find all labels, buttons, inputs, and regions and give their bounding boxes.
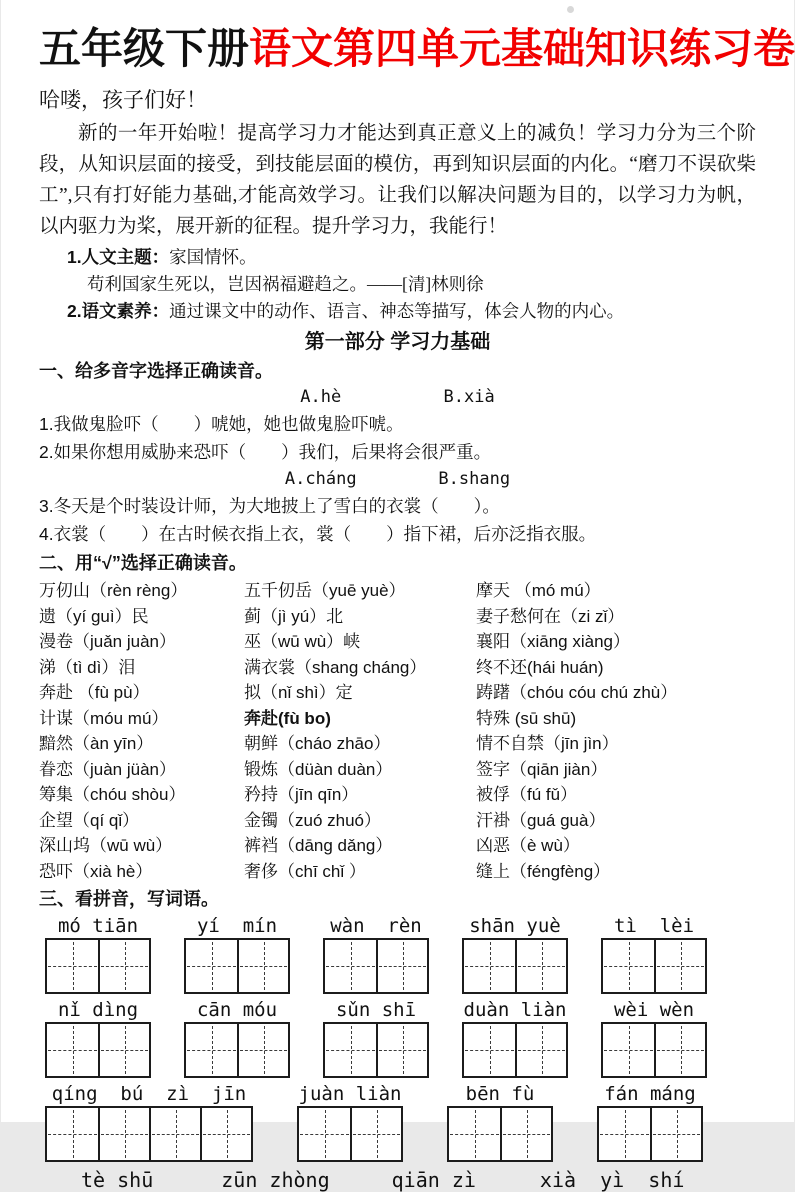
- word-item: 深山坞（wū wù）: [39, 836, 173, 855]
- writing-grid-cell: [603, 1024, 654, 1076]
- scan-artifact: [567, 6, 574, 13]
- word-row: [39, 578, 756, 604]
- writing-grid: [323, 938, 429, 994]
- word-row: [39, 731, 756, 757]
- word-row: [39, 859, 756, 885]
- word-item: 筹集（chóu shòu）: [39, 785, 186, 804]
- word-item: 遗（yí guì）民: [39, 606, 149, 626]
- section-two-title: 二、用“√”选择正确读音。: [39, 553, 247, 573]
- word-item: 金镯（zuó zhuó）: [244, 810, 381, 830]
- word-row: [39, 833, 756, 859]
- writing-grid-cell: [47, 940, 98, 992]
- pinyin-label: cān móu: [196, 999, 278, 1021]
- title-grade-part: 五年级下册: [39, 25, 250, 72]
- writing-grid-cell: [98, 1108, 149, 1160]
- writing-grid-cell: [603, 940, 654, 992]
- pinyin-label: qíng bú zì jīn: [51, 1083, 247, 1105]
- greeting-line: 哈喽，孩子们好！: [39, 88, 207, 112]
- pinyin-grid-unit: [597, 1082, 703, 1162]
- word-item: 踌躇（chóu cóu chú zhù）: [476, 683, 678, 702]
- writing-grid-cell: [98, 940, 149, 992]
- options-line-chang-shang: A.cháng B.shang: [284, 469, 511, 489]
- pinyin-label: juàn liàn: [298, 1083, 402, 1105]
- humanities-theme-text: 家国情怀。: [169, 247, 257, 267]
- word-row: [39, 757, 756, 783]
- writing-grid: [323, 1022, 429, 1078]
- word-item: 奔赴(fù bo): [244, 708, 331, 728]
- question-3: 3.冬天是个时装设计师，为大地披上了雪白的衣裳（ ）。: [39, 496, 500, 516]
- writing-grid: [184, 1022, 290, 1078]
- pinyin-label: mó tiān: [57, 915, 139, 937]
- writing-grid-cell: [325, 940, 376, 992]
- options-line-he-xia: A.hè B.xià: [300, 387, 495, 407]
- writing-grid-cell: [654, 940, 705, 992]
- word-item: 矜持（jīn qīn）: [244, 785, 359, 804]
- word-item: 缝上（féngfèng）: [476, 861, 611, 881]
- pinyin-label: wàn rèn: [330, 915, 422, 937]
- word-item: 情不自禁（jīn jìn）: [476, 734, 619, 753]
- pinyin-grid-unit: [462, 914, 568, 994]
- pinyin-grid-unit: [601, 998, 707, 1078]
- writing-grid: [462, 1022, 568, 1078]
- question-1: 1.我做鬼脸吓（ ）唬她，她也做鬼脸吓唬。: [39, 414, 404, 434]
- word-item: 蓟（jì yú）北: [244, 606, 344, 626]
- writing-grid: [45, 1106, 253, 1162]
- pinyin-grid-rows: [39, 914, 756, 1162]
- pinyin-row: [45, 914, 756, 994]
- pinyin-label: sǔn shī: [335, 999, 417, 1021]
- writing-grid: [462, 938, 568, 994]
- pinyin-grid-unit: [323, 998, 429, 1078]
- pinyin-label: zūn zhòng: [221, 1168, 330, 1192]
- writing-grid-cell: [350, 1108, 401, 1160]
- word-item: 涕（tì dì）泪: [39, 657, 136, 677]
- word-row: [39, 680, 756, 706]
- writing-grid-cell: [449, 1108, 500, 1160]
- word-item: 锻炼（düàn duàn）: [244, 759, 393, 779]
- writing-grid-cell: [515, 940, 566, 992]
- writing-grid-cell: [200, 1108, 251, 1160]
- pinyin-grid-unit: [462, 998, 568, 1078]
- word-row: [39, 782, 756, 808]
- word-row: [39, 604, 756, 630]
- writing-grid-cell: [464, 1024, 515, 1076]
- word-item: 恐吓（xià hè）: [39, 861, 153, 881]
- writing-grid: [297, 1106, 403, 1162]
- writing-grid-cell: [149, 1108, 200, 1160]
- pinyin-label: qiān zì: [391, 1168, 476, 1192]
- pinyin-grid-unit: [184, 998, 290, 1078]
- writing-grid-cell: [500, 1108, 551, 1160]
- writing-grid-cell: [47, 1024, 98, 1076]
- word-item: 凶恶（è wù）: [476, 836, 580, 855]
- word-item: 签字（qiān jiàn）: [476, 759, 608, 779]
- literacy-label: 2.语文素养：: [67, 301, 170, 321]
- pinyin-grid-unit: [45, 1082, 253, 1162]
- word-item: 裤裆（dāng dǎng）: [244, 836, 393, 855]
- pinyin-grid-unit: [323, 914, 429, 994]
- pinyin-label: yí mín: [196, 915, 278, 937]
- question-4: 4.衣裳（ ）在古时候衣指上衣，裳（ ）指下裙，后亦泛指衣服。: [39, 524, 597, 544]
- writing-grid-cell: [47, 1108, 98, 1160]
- writing-grid-cell: [186, 1024, 237, 1076]
- writing-grid-cell: [654, 1024, 705, 1076]
- writing-grid-cell: [464, 940, 515, 992]
- section-one-title: 一、给多音字选择正确读音。: [39, 361, 273, 381]
- writing-grid-cell: [376, 940, 427, 992]
- pinyin-grid-unit: [447, 1082, 553, 1162]
- pinyin-label: duàn liàn: [463, 999, 567, 1021]
- word-item: 企望（qí qǐ）: [39, 810, 140, 830]
- word-item: 朝鲜（cháo zhāo）: [244, 734, 391, 753]
- word-item: 特殊 (sū shū): [476, 708, 577, 728]
- writing-grid: [447, 1106, 553, 1162]
- pinyin-row: [45, 1082, 756, 1162]
- word-item: 黯然（àn yīn）: [39, 734, 154, 753]
- pinyin-label: shān yuè: [469, 915, 561, 937]
- pinyin-label: nǐ dìng: [57, 999, 139, 1021]
- humanities-theme-line: [39, 244, 756, 270]
- writing-grid: [601, 938, 707, 994]
- writing-grid-cell: [325, 1024, 376, 1076]
- writing-grid-cell: [237, 1024, 288, 1076]
- question-2: 2.如果你想用威胁来恐吓（ ）我们，后果将会很严重。: [39, 442, 492, 462]
- page-title: [39, 22, 795, 76]
- word-row: [39, 706, 756, 732]
- word-item: 巫（wū wù）峡: [244, 632, 361, 651]
- bottom-pinyin-labels: [81, 1168, 756, 1192]
- pinyin-grid-unit: [45, 998, 151, 1078]
- word-item: 万仞山（rèn rèng）: [39, 581, 188, 600]
- writing-grid-cell: [650, 1108, 701, 1160]
- word-row: [39, 629, 756, 655]
- worksheet-page: [1, 0, 795, 1192]
- literacy-text: 通过课文中的动作、语言、神态等描写，体会人物的内心。: [169, 301, 625, 321]
- writing-grid-cell: [376, 1024, 427, 1076]
- word-list: [39, 578, 756, 884]
- title-subject-part: 语文第四单元基础知识练习卷: [249, 25, 795, 72]
- word-item: 妻子愁何在（zi zǐ）: [476, 606, 625, 626]
- word-item: 眷恋（juàn jüàn）: [39, 759, 177, 779]
- pinyin-label: wèi wèn: [613, 999, 695, 1021]
- word-item: 终不还(hái huán): [476, 657, 604, 677]
- pinyin-label: xià yì shí: [539, 1168, 685, 1192]
- pinyin-label: tì lèi: [613, 915, 695, 937]
- writing-grid: [597, 1106, 703, 1162]
- word-item: 拟（nǐ shì）定: [244, 683, 353, 702]
- word-row: [39, 655, 756, 681]
- writing-grid-cell: [599, 1108, 650, 1160]
- word-row: [39, 808, 756, 834]
- pinyin-row: [45, 998, 756, 1078]
- word-item: 奢侈（chī chǐ ）: [244, 861, 366, 881]
- humanities-theme-label: 1.人文主题：: [67, 247, 170, 267]
- writing-grid: [45, 1022, 151, 1078]
- intro-paragraph: 新的一年开始啦！提高学习力才能达到真正意义上的减负！学习力分为三个阶段，从知识层面的接受，到技能层面的模仿，再到知识层面的内化。“磨刀不误砍柴工”,只有打好能力基础,才能高效学习。让我们以解决问题为目的，以学习力为帆，以内驱力为桨，展开新的征程。提升学习力，我能行！: [39, 123, 756, 237]
- pinyin-label: tè shū: [81, 1168, 154, 1192]
- word-item: 襄阳（xiāng xiàng）: [476, 632, 631, 651]
- pinyin-grid-unit: [601, 914, 707, 994]
- pinyin-grid-unit: [45, 914, 151, 994]
- pinyin-label: bēn fù: [465, 1083, 535, 1105]
- word-item: 被俘（fú fǔ）: [476, 785, 578, 804]
- quote-line: 苟利国家生死以，岂因祸福避趋之。——[清]林则徐: [87, 274, 484, 294]
- word-item: 五千仞岳（yuē yuè）: [244, 581, 406, 600]
- word-item: 汗褂（guá guà）: [476, 810, 606, 830]
- word-item: 满衣裳（shang cháng）: [244, 657, 427, 677]
- word-item: 奔赴 （fù pù）: [39, 683, 150, 702]
- literacy-line: [39, 298, 756, 324]
- writing-grid: [601, 1022, 707, 1078]
- pinyin-label: fán máng: [604, 1083, 696, 1105]
- writing-grid-cell: [186, 940, 237, 992]
- pinyin-grid-unit: [184, 914, 290, 994]
- pinyin-grid-unit: [297, 1082, 403, 1162]
- word-item: 摩天 （mó mú）: [476, 581, 601, 600]
- writing-grid-cell: [237, 940, 288, 992]
- word-item: 漫卷（juǎn juàn）: [39, 632, 177, 651]
- writing-grid-cell: [515, 1024, 566, 1076]
- word-item: 计谋（móu mú）: [39, 708, 169, 728]
- writing-grid-cell: [299, 1108, 350, 1160]
- writing-grid: [184, 938, 290, 994]
- part-one-heading: 第一部分 学习力基础: [304, 331, 491, 353]
- writing-grid-cell: [98, 1024, 149, 1076]
- section-three-title: 三、看拼音，写词语。: [39, 889, 219, 909]
- writing-grid: [45, 938, 151, 994]
